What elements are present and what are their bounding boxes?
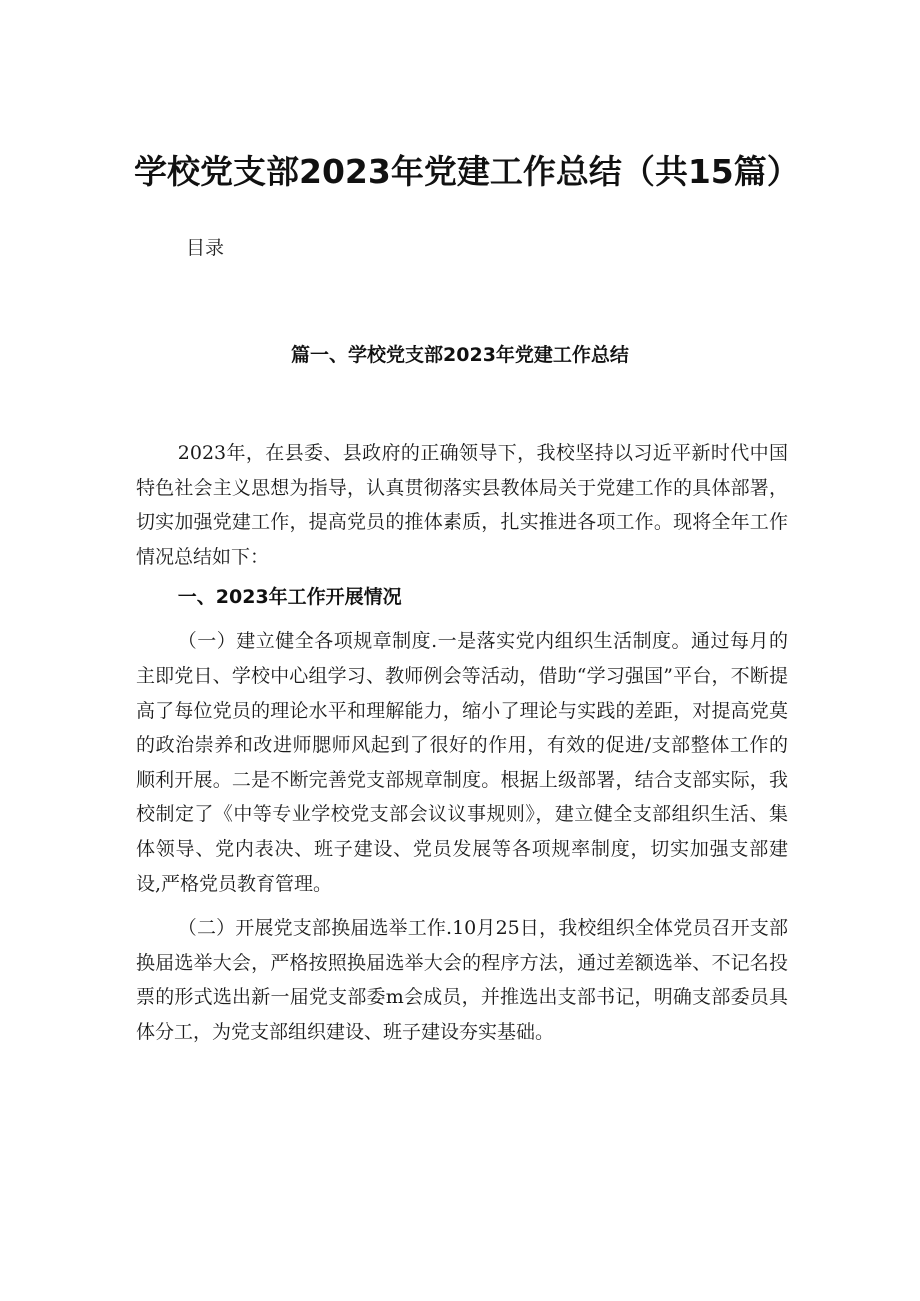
- body-text: [136, 436, 788, 1050]
- item-one-paragraph: （一）建立健全各项规章制度.一是落实党内组织生活制度。通过每月的主即党日、学校中心组学习、教师例会等活动，借助“学习强国”平台，不断提高了每位党员的理论水平和理解能力，缩小了理论与实践的差距，对提高党莫的政治崇养和改进师腮师风起到了很好的作用，有效的促进/支部整体工作的顺利开展。二是不断完善党支部规章制度。根据上级部署，结合支部实际，我校制定了《中等专业学校党支部会议议事规则》，建立健全支部组织生活、集体领导、党内表决、班子建设、党员发展等各项规率制度，切实加强支部建设,严格党员教育管理。: [136, 630, 788, 895]
- intro-paragraph: 2023年，在县委、县政府的正确领导下，我校坚持以习近平新时代中国特色社会主义思想为指导，认真贯彻落实县教体局关于党建工作的具体部署，切实加强党建工作，提高党员的推体素质，扎实推进各项工作。现将全年工作情况总结如下：: [136, 442, 788, 568]
- chapter-title: 篇一、学校党支部2023年党建工作总结: [291, 344, 629, 366]
- document-title: 学校党支部2023年党建工作总结（共15篇）: [134, 152, 800, 191]
- section-heading: 一、2023年工作开展情况: [177, 586, 402, 609]
- item-two-paragraph: （二）开展党支部换届选举工作.10月25日，我校组织全体党员召开支部换届选举大会，严格按照换届选举大会的程序方法，通过差额选举、不记名投票的形式选出新一届党支部委m会成员，并推选出支部书记，明确支部委员具体分工，为党支部组织建设、班子建设夯实基础。: [136, 917, 788, 1043]
- toc-label: 目录: [186, 237, 225, 259]
